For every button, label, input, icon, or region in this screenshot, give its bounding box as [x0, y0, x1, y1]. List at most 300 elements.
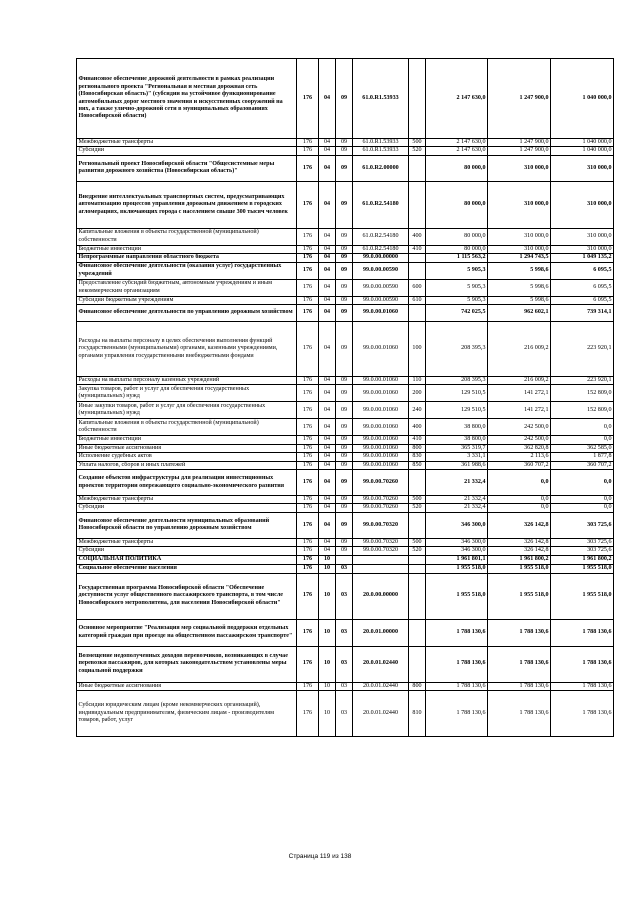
expense-type-code: 400 — [409, 419, 426, 436]
amount-year-3: 6 095,5 — [551, 262, 614, 279]
amount-year-2: 242 500,0 — [488, 436, 551, 444]
row-name: Создание объектов инфраструктуры для реализации инвестиционных проектов территории опережающего социально-экономического развития — [77, 470, 297, 496]
target-article-code: 61.0.R2.54180 — [353, 245, 409, 253]
amount-year-3: 310 000,0 — [551, 155, 614, 181]
target-article-code: 99.0.00.00590 — [353, 279, 409, 296]
target-article-code: 99.0.00.01060 — [353, 419, 409, 436]
row-name: Субсидии юридическим лицам (кроме некоммерческих организаций), индивидуальным предпринимателям, физическим лицам - производителям товаров, работ, услуг — [77, 691, 297, 737]
amount-year-1: 5 905,3 — [426, 279, 488, 296]
amount-year-1: 21 332,4 — [426, 470, 488, 496]
amount-year-3: 360 707,2 — [551, 461, 614, 469]
table-row — [77, 619, 614, 646]
expense-type-code — [409, 262, 426, 279]
subsection-code: 09 — [336, 322, 353, 377]
amount-year-2: 5 998,6 — [488, 262, 551, 279]
section-code: 04 — [319, 453, 336, 461]
target-article-code: 99.0.00.70320 — [353, 538, 409, 546]
row-name: Бюджетные инвестиции — [77, 436, 297, 444]
expense-type-code: 810 — [409, 691, 426, 737]
section-code: 10 — [319, 646, 336, 682]
row-name: Основное мероприятие "Реализация мер социальной поддержки отдельных категорий граждан при проезде на общественном пассажирском транспорте" — [77, 619, 297, 646]
section-code: 04 — [319, 504, 336, 512]
expense-type-code — [409, 305, 426, 322]
section-code: 04 — [319, 419, 336, 436]
row-name: Капитальные вложения в объекты государственной (муниципальной) собственности — [77, 419, 297, 436]
ministry-code: 176 — [297, 646, 319, 682]
table-row — [77, 419, 614, 436]
section-code: 04 — [319, 547, 336, 555]
table-row — [77, 147, 614, 155]
amount-year-2: 310 000,0 — [488, 228, 551, 245]
expense-type-code: 200 — [409, 385, 426, 402]
expense-type-code: 500 — [409, 496, 426, 504]
target-article-code: 99.0.00.01060 — [353, 402, 409, 419]
amount-year-2: 310 000,0 — [488, 155, 551, 181]
table-row — [77, 470, 614, 496]
row-name: Региональный проект Новосибирской области "Общесистемные меры развития дорожного хозяйства (Новосибирская область)" — [77, 155, 297, 181]
amount-year-1: 2 147 630,0 — [426, 139, 488, 147]
amount-year-3: 0,0 — [551, 436, 614, 444]
row-name: Капитальные вложения в объекты государственной (муниципальной) собственности — [77, 228, 297, 245]
section-code: 04 — [319, 461, 336, 469]
amount-year-1: 365 319,7 — [426, 444, 488, 452]
target-article-code: 99.0.00.70260 — [353, 470, 409, 496]
table-row — [77, 436, 614, 444]
target-article-code: 99.0.00.01060 — [353, 385, 409, 402]
subsection-code: 09 — [336, 538, 353, 546]
amount-year-1: 38 800,0 — [426, 419, 488, 436]
target-article-code: 61.0.R2.00000 — [353, 155, 409, 181]
amount-year-2: 1 247 900,0 — [488, 139, 551, 147]
subsection-code: 03 — [336, 682, 353, 690]
amount-year-2: 1 247 900,0 — [488, 59, 551, 139]
expense-type-code: 100 — [409, 322, 426, 377]
amount-year-3: 1 961 800,2 — [551, 555, 614, 564]
amount-year-1: 129 510,5 — [426, 385, 488, 402]
table-row — [77, 322, 614, 377]
subsection-code: 09 — [336, 59, 353, 139]
table-row — [77, 402, 614, 419]
target-article-code: 99.0.00.01060 — [353, 453, 409, 461]
target-article-code: 99.0.00.00000 — [353, 254, 409, 262]
amount-year-3: 0,0 — [551, 470, 614, 496]
ministry-code: 176 — [297, 496, 319, 504]
amount-year-1: 361 988,6 — [426, 461, 488, 469]
amount-year-2: 216 009,2 — [488, 377, 551, 385]
ministry-code: 176 — [297, 461, 319, 469]
amount-year-3: 739 314,1 — [551, 305, 614, 322]
section-code: 04 — [319, 59, 336, 139]
subsection-code: 09 — [336, 377, 353, 385]
target-article-code: 99.0.00.00590 — [353, 296, 409, 304]
table-row — [77, 296, 614, 304]
amount-year-1: 346 300,0 — [426, 512, 488, 538]
amount-year-1: 2 147 630,0 — [426, 147, 488, 155]
table-row — [77, 181, 614, 228]
subsection-code: 09 — [336, 305, 353, 322]
table-row — [77, 385, 614, 402]
target-article-code: 99.0.00.01060 — [353, 461, 409, 469]
target-article-code: 20.0.01.00000 — [353, 619, 409, 646]
amount-year-3: 1 040 000,0 — [551, 147, 614, 155]
ministry-code: 176 — [297, 682, 319, 690]
subsection-code: 09 — [336, 496, 353, 504]
row-name: Финансовое обеспечение дорожной деятельности в рамках реализации регионального проекта "Региональная и местная дорожная сеть (Новосибирская область)" (субсидии на устойчивое функционирование автомобильных дорог местного значения и искусственных сооружений на них, а также улично-дорожной сети в муниципальных образованиях Новосибирской области) — [77, 59, 297, 139]
section-code: 04 — [319, 245, 336, 253]
amount-year-1: 1 955 518,0 — [426, 564, 488, 573]
amount-year-3: 303 725,6 — [551, 538, 614, 546]
subsection-code: 09 — [336, 419, 353, 436]
expense-type-code: 400 — [409, 228, 426, 245]
section-code: 04 — [319, 444, 336, 452]
row-name: Государственная программа Новосибирской области "Обеспечение доступности услуг общественного пассажирского транспорта, в том числе Новосибирского метрополитена, для населения Новосибирской области" — [77, 573, 297, 619]
target-article-code: 61.0.R2.54180 — [353, 228, 409, 245]
row-name: Межбюджетные трансферты — [77, 496, 297, 504]
target-article-code: 99.0.00.70320 — [353, 512, 409, 538]
target-article-code: 99.0.00.00590 — [353, 262, 409, 279]
amount-year-1: 38 800,0 — [426, 436, 488, 444]
row-name: Бюджетные инвестиции — [77, 245, 297, 253]
row-name: Межбюджетные трансферты — [77, 538, 297, 546]
subsection-code: 03 — [336, 564, 353, 573]
subsection-code: 09 — [336, 504, 353, 512]
subsection-code: 09 — [336, 279, 353, 296]
section-code: 04 — [319, 305, 336, 322]
subsection-code: 09 — [336, 228, 353, 245]
amount-year-3: 0,0 — [551, 419, 614, 436]
row-name: Финансовое обеспечение деятельности (оказания услуг) государственных учреждений — [77, 262, 297, 279]
amount-year-3: 303 725,6 — [551, 512, 614, 538]
expense-type-code: 520 — [409, 504, 426, 512]
expense-type-code: 110 — [409, 377, 426, 385]
table-row — [77, 254, 614, 262]
expense-type-code — [409, 59, 426, 139]
amount-year-3: 0,0 — [551, 504, 614, 512]
row-name: Финансовое обеспечение деятельности по управлению дорожным хозяйством — [77, 305, 297, 322]
ministry-code: 176 — [297, 453, 319, 461]
section-code: 04 — [319, 181, 336, 228]
amount-year-1: 5 905,3 — [426, 262, 488, 279]
expense-type-code: 610 — [409, 296, 426, 304]
subsection-code: 09 — [336, 470, 353, 496]
section-code: 10 — [319, 619, 336, 646]
budget-table — [76, 58, 614, 737]
section-code: 04 — [319, 538, 336, 546]
section-code: 10 — [319, 682, 336, 690]
amount-year-1: 80 000,0 — [426, 155, 488, 181]
ministry-code: 176 — [297, 691, 319, 737]
row-name: Иные бюджетные ассигнования — [77, 682, 297, 690]
amount-year-3: 1 788 130,6 — [551, 619, 614, 646]
target-article-code: 99.0.00.01060 — [353, 305, 409, 322]
ministry-code: 176 — [297, 504, 319, 512]
ministry-code: 176 — [297, 377, 319, 385]
target-article-code — [353, 555, 409, 564]
table-row — [77, 377, 614, 385]
table-row — [77, 547, 614, 555]
table-row — [77, 504, 614, 512]
amount-year-2: 216 009,2 — [488, 322, 551, 377]
subsection-code: 09 — [336, 155, 353, 181]
amount-year-1: 21 332,4 — [426, 504, 488, 512]
amount-year-2: 310 000,0 — [488, 245, 551, 253]
row-name: Иные закупки товаров, работ и услуг для обеспечения государственных (муниципальных) нужд — [77, 402, 297, 419]
amount-year-1: 5 905,3 — [426, 296, 488, 304]
section-code: 04 — [319, 296, 336, 304]
subsection-code: 09 — [336, 547, 353, 555]
amount-year-3: 1 955 518,0 — [551, 564, 614, 573]
row-name: Финансовое обеспечение деятельности муниципальных образований Новосибирской области по управлению дорожным хозяйством — [77, 512, 297, 538]
table-row — [77, 691, 614, 737]
expense-type-code: 800 — [409, 682, 426, 690]
page-number: Страница 119 из 138 — [288, 853, 352, 860]
ministry-code: 176 — [297, 155, 319, 181]
amount-year-2: 326 142,8 — [488, 512, 551, 538]
table-row — [77, 573, 614, 619]
section-code: 04 — [319, 385, 336, 402]
section-code: 04 — [319, 139, 336, 147]
ministry-code: 176 — [297, 147, 319, 155]
amount-year-1: 80 000,0 — [426, 181, 488, 228]
target-article-code: 99.0.00.70320 — [353, 547, 409, 555]
ministry-code: 176 — [297, 419, 319, 436]
target-article-code: 20.0.01.02440 — [353, 646, 409, 682]
section-code: 04 — [319, 496, 336, 504]
table-row — [77, 444, 614, 452]
amount-year-1: 2 147 630,0 — [426, 59, 488, 139]
expense-type-code — [409, 646, 426, 682]
subsection-code: 09 — [336, 147, 353, 155]
ministry-code: 176 — [297, 402, 319, 419]
row-name: Субсидии бюджетным учреждениям — [77, 296, 297, 304]
subsection-code: 09 — [336, 262, 353, 279]
subsection-code: 09 — [336, 385, 353, 402]
amount-year-1: 1 788 130,6 — [426, 691, 488, 737]
amount-year-3: 1 788 130,6 — [551, 682, 614, 690]
ministry-code: 176 — [297, 547, 319, 555]
amount-year-2: 326 142,8 — [488, 538, 551, 546]
amount-year-1: 1 788 130,6 — [426, 682, 488, 690]
amount-year-2: 1 961 800,2 — [488, 555, 551, 564]
amount-year-2: 1 955 518,0 — [488, 564, 551, 573]
row-name: Непрограммные направления областного бюджета — [77, 254, 297, 262]
row-name: Уплата налогов, сборов и иных платежей — [77, 461, 297, 469]
subsection-code: 09 — [336, 461, 353, 469]
subsection-code — [336, 555, 353, 564]
ministry-code: 176 — [297, 444, 319, 452]
section-code: 04 — [319, 436, 336, 444]
amount-year-2: 1 955 518,0 — [488, 573, 551, 619]
target-article-code: 20.0.01.02440 — [353, 682, 409, 690]
expense-type-code: 410 — [409, 245, 426, 253]
row-name: Социальное обеспечение населения — [77, 564, 297, 573]
ministry-code: 176 — [297, 619, 319, 646]
row-name: Возмещение недополученных доходов перевозчиков, возникающих в случае перевозки пассажиров, для которых законодательством установлены меры социальной поддержки — [77, 646, 297, 682]
subsection-code: 09 — [336, 436, 353, 444]
amount-year-3: 310 000,0 — [551, 245, 614, 253]
ministry-code: 176 — [297, 245, 319, 253]
section-code: 04 — [319, 254, 336, 262]
amount-year-3: 1 040 000,0 — [551, 59, 614, 139]
ministry-code: 176 — [297, 181, 319, 228]
amount-year-3: 6 095,5 — [551, 296, 614, 304]
budget-table-body — [77, 59, 614, 737]
amount-year-3: 223 920,1 — [551, 377, 614, 385]
amount-year-3: 152 809,0 — [551, 402, 614, 419]
amount-year-3: 303 725,6 — [551, 547, 614, 555]
amount-year-3: 1 040 000,0 — [551, 139, 614, 147]
row-name: Исполнение судебных актов — [77, 453, 297, 461]
table-row — [77, 453, 614, 461]
ministry-code: 176 — [297, 139, 319, 147]
expense-type-code: 240 — [409, 402, 426, 419]
amount-year-1: 1 788 130,6 — [426, 619, 488, 646]
ministry-code: 176 — [297, 305, 319, 322]
table-row — [77, 245, 614, 253]
subsection-code: 03 — [336, 691, 353, 737]
target-article-code: 99.0.00.01060 — [353, 444, 409, 452]
expense-type-code: 800 — [409, 444, 426, 452]
expense-type-code: 830 — [409, 453, 426, 461]
table-row — [77, 262, 614, 279]
expense-type-code: 520 — [409, 147, 426, 155]
subsection-code: 03 — [336, 619, 353, 646]
amount-year-3: 1 788 130,6 — [551, 691, 614, 737]
ministry-code: 176 — [297, 573, 319, 619]
expense-type-code: 500 — [409, 538, 426, 546]
amount-year-1: 1 955 518,0 — [426, 573, 488, 619]
table-row — [77, 59, 614, 139]
expense-type-code: 410 — [409, 436, 426, 444]
target-article-code: 99.0.00.01060 — [353, 322, 409, 377]
section-code: 10 — [319, 573, 336, 619]
ministry-code: 176 — [297, 59, 319, 139]
amount-year-2: 0,0 — [488, 504, 551, 512]
table-row — [77, 461, 614, 469]
subsection-code: 09 — [336, 139, 353, 147]
target-article-code — [353, 564, 409, 573]
budget-table-page — [76, 58, 613, 737]
target-article-code: 61.0.R1.53933 — [353, 147, 409, 155]
row-name: Субсидии — [77, 547, 297, 555]
amount-year-1: 208 395,3 — [426, 322, 488, 377]
target-article-code: 99.0.00.70260 — [353, 504, 409, 512]
amount-year-2: 360 707,2 — [488, 461, 551, 469]
amount-year-3: 310 000,0 — [551, 228, 614, 245]
table-row — [77, 139, 614, 147]
amount-year-1: 1 115 563,2 — [426, 254, 488, 262]
table-row — [77, 305, 614, 322]
ministry-code: 176 — [297, 296, 319, 304]
section-code: 04 — [319, 262, 336, 279]
amount-year-3: 1 955 518,0 — [551, 573, 614, 619]
target-article-code: 99.0.00.01060 — [353, 436, 409, 444]
row-name: Внедрение интеллектуальных транспортных систем, предусматривающих автоматизацию процессов управления дорожным движением в городских агломерациях, включающих города с населением свыше 300 тысяч человек — [77, 181, 297, 228]
amount-year-2: 1 294 743,5 — [488, 254, 551, 262]
amount-year-3: 6 095,5 — [551, 279, 614, 296]
expense-type-code: 520 — [409, 547, 426, 555]
table-row — [77, 538, 614, 546]
subsection-code: 09 — [336, 296, 353, 304]
subsection-code: 09 — [336, 512, 353, 538]
table-row — [77, 555, 614, 564]
amount-year-2: 362 820,8 — [488, 444, 551, 452]
expense-type-code: 500 — [409, 139, 426, 147]
amount-year-3: 0,0 — [551, 496, 614, 504]
expense-type-code — [409, 619, 426, 646]
amount-year-2: 1 788 130,6 — [488, 682, 551, 690]
row-name: СОЦИАЛЬНАЯ ПОЛИТИКА — [77, 555, 297, 564]
amount-year-2: 5 998,6 — [488, 279, 551, 296]
amount-year-1: 208 395,3 — [426, 377, 488, 385]
target-article-code: 61.0.R2.54180 — [353, 181, 409, 228]
target-article-code: 20.0.00.00000 — [353, 573, 409, 619]
subsection-code: 03 — [336, 646, 353, 682]
table-row — [77, 228, 614, 245]
expense-type-code — [409, 155, 426, 181]
target-article-code: 99.0.00.01060 — [353, 377, 409, 385]
amount-year-1: 129 510,5 — [426, 402, 488, 419]
amount-year-1: 3 331,1 — [426, 453, 488, 461]
amount-year-2: 0,0 — [488, 470, 551, 496]
ministry-code: 176 — [297, 262, 319, 279]
row-name: Субсидии — [77, 504, 297, 512]
expense-type-code — [409, 512, 426, 538]
ministry-code: 176 — [297, 279, 319, 296]
section-code: 04 — [319, 402, 336, 419]
amount-year-2: 1 788 130,6 — [488, 691, 551, 737]
subsection-code: 09 — [336, 444, 353, 452]
amount-year-2: 2 113,6 — [488, 453, 551, 461]
subsection-code: 09 — [336, 245, 353, 253]
amount-year-1: 1 961 801,1 — [426, 555, 488, 564]
amount-year-3: 1 788 130,6 — [551, 646, 614, 682]
expense-type-code: 600 — [409, 279, 426, 296]
target-article-code: 20.0.01.02440 — [353, 691, 409, 737]
subsection-code: 09 — [336, 453, 353, 461]
section-code: 10 — [319, 555, 336, 564]
table-row — [77, 496, 614, 504]
expense-type-code — [409, 564, 426, 573]
expense-type-code — [409, 181, 426, 228]
ministry-code: 176 — [297, 564, 319, 573]
amount-year-2: 242 500,0 — [488, 419, 551, 436]
expense-type-code — [409, 470, 426, 496]
section-code: 04 — [319, 470, 336, 496]
amount-year-2: 141 272,1 — [488, 402, 551, 419]
amount-year-2: 5 998,6 — [488, 296, 551, 304]
ministry-code: 176 — [297, 436, 319, 444]
row-name: Расходы на выплаты персоналу казенных учреждений — [77, 377, 297, 385]
ministry-code: 176 — [297, 470, 319, 496]
amount-year-2: 962 602,1 — [488, 305, 551, 322]
section-code: 04 — [319, 512, 336, 538]
amount-year-3: 152 809,0 — [551, 385, 614, 402]
amount-year-3: 1 877,8 — [551, 453, 614, 461]
row-name: Иные бюджетные ассигнования — [77, 444, 297, 452]
section-code: 04 — [319, 147, 336, 155]
row-name: Закупка товаров, работ и услуг для обеспечения государственных (муниципальных) нужд — [77, 385, 297, 402]
section-code: 10 — [319, 564, 336, 573]
amount-year-2: 1 247 900,0 — [488, 147, 551, 155]
subsection-code: 09 — [336, 254, 353, 262]
amount-year-1: 346 300,0 — [426, 538, 488, 546]
ministry-code: 176 — [297, 555, 319, 564]
amount-year-2: 1 788 130,6 — [488, 619, 551, 646]
section-code: 04 — [319, 228, 336, 245]
ministry-code: 176 — [297, 254, 319, 262]
table-row — [77, 512, 614, 538]
